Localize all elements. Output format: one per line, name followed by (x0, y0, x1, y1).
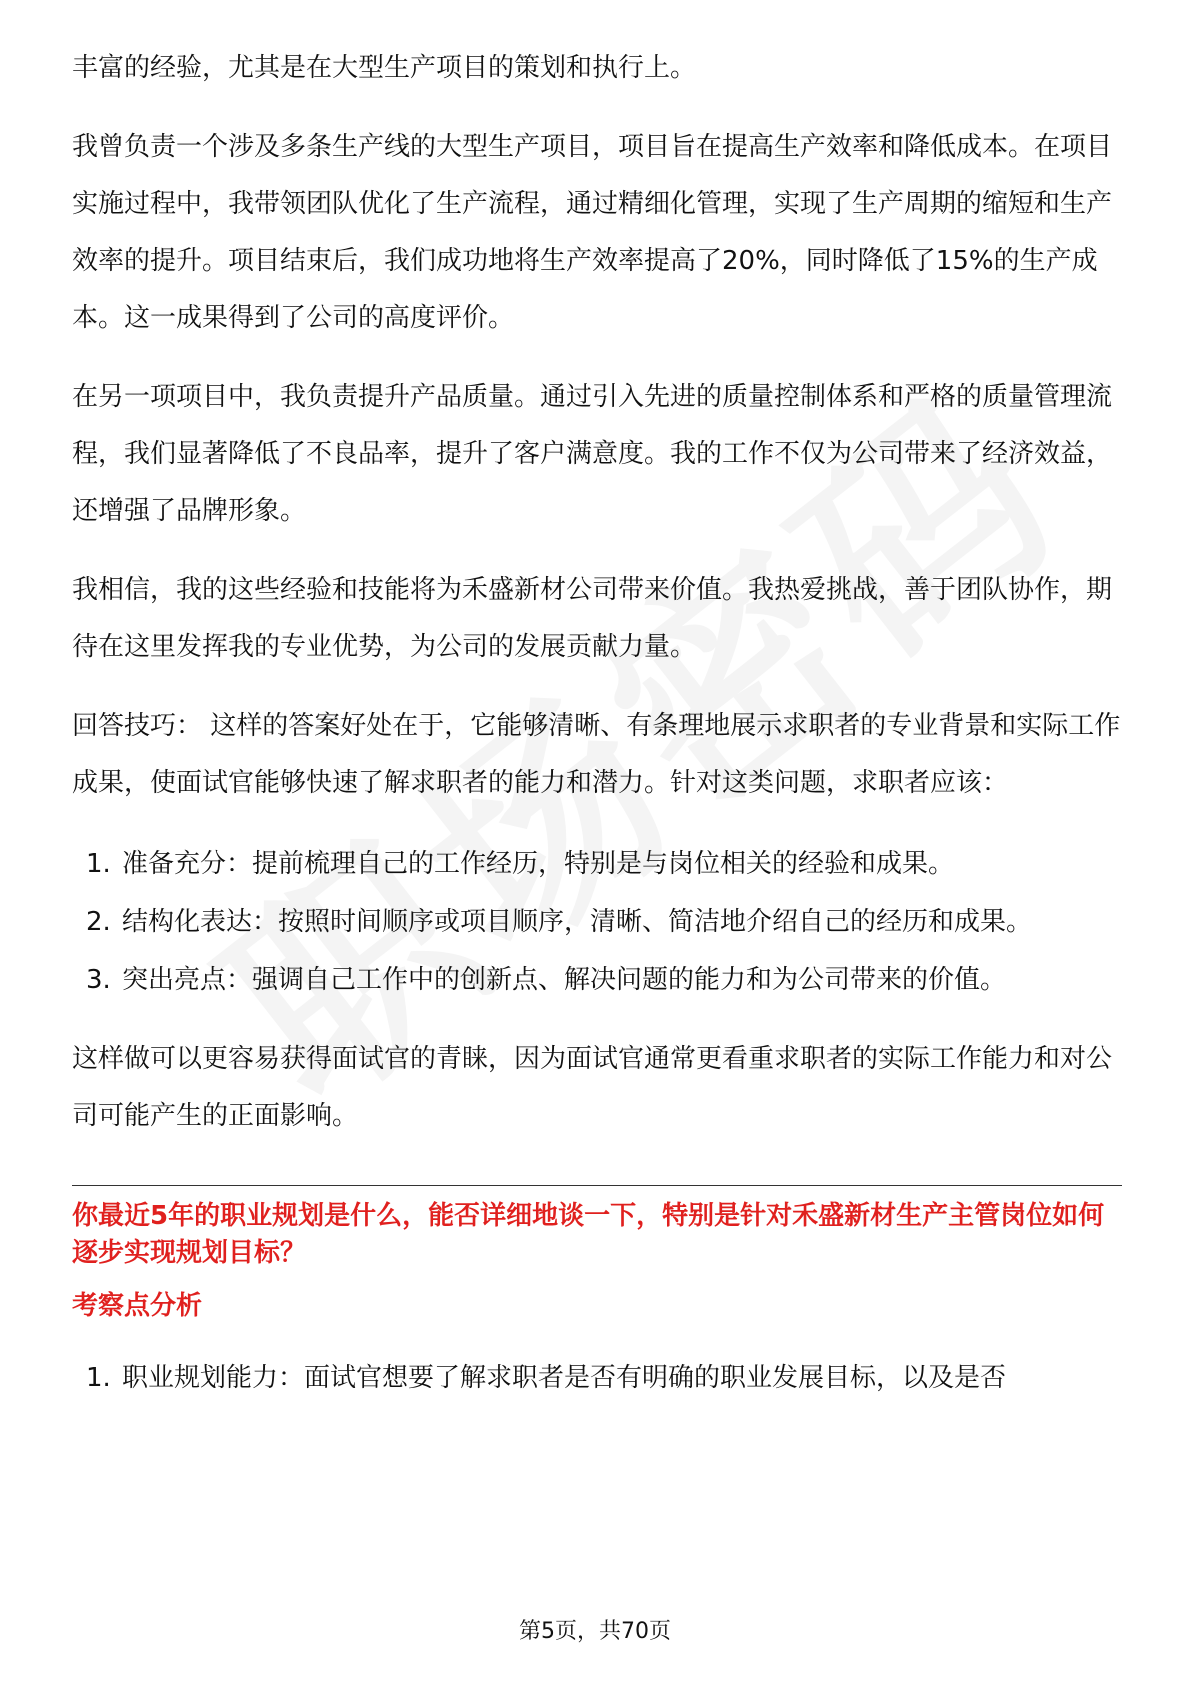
list-item-text: 突出亮点：强调自己工作中的创新点、解决问题的能力和为公司带来的价值。 (122, 965, 1007, 995)
list-number: 1. (86, 1363, 111, 1393)
interview-question: 你最近5年的职业规划是什么，能否详细地谈一下，特别是针对禾盛新材生产主管岗位如何逐步实现规划目标？ (72, 1201, 1105, 1268)
list-item-text: 职业规划能力：面试官想要了解求职者是否有明确的职业发展目标，以及是否 (122, 1363, 1007, 1393)
paragraph-closing: 这样做可以更容易获得面试官的青睐，因为面试官通常更看重求职者的实际工作能力和对公司可能产生的正面影响。 (72, 1044, 1113, 1131)
list-item (72, 952, 1122, 1009)
paragraph-project-quality: 在另一项项目中，我负责提升产品质量。通过引入先进的质量控制体系和严格的质量管理流程，我们显著降低了不良品率，提升了客户满意度。我的工作不仅为公司带来了经济效益，还增强了品牌形象。 (72, 382, 1113, 526)
document-page (72, 40, 1122, 1408)
tips-list (72, 836, 1122, 1009)
list-number: 3. (86, 965, 111, 995)
paragraph-answer-tips: 回答技巧： 这样的答案好处在于，它能够清晰、有条理地展示求职者的专业背景和实际工作成果，使面试官能够快速了解求职者的能力和潜力。针对这类问题，求职者应该： (72, 711, 1121, 798)
analysis-heading: 考察点分析 (72, 1291, 203, 1321)
list-item (72, 836, 1122, 893)
list-number: 2. (86, 907, 111, 937)
analysis-list (72, 1350, 1122, 1407)
list-item-text: 准备充分：提前梳理自己的工作经历，特别是与岗位相关的经验和成果。 (122, 849, 955, 879)
list-item-text: 结构化表达：按照时间顺序或项目顺序，清晰、简洁地介绍自己的经历和成果。 (122, 907, 1033, 937)
paragraph-experience-intro: 丰富的经验，尤其是在大型生产项目的策划和执行上。 (72, 53, 697, 83)
paragraph-value-statement: 我相信，我的这些经验和技能将为禾盛新材公司带来价值。我热爱挑战，善于团队协作，期待在这里发挥我的专业优势，为公司的发展贡献力量。 (72, 575, 1113, 662)
section-divider (72, 1185, 1122, 1186)
list-item (72, 1350, 1122, 1407)
page-footer: 第5页，共70页 (519, 1619, 671, 1644)
list-item (72, 894, 1122, 951)
list-number: 1. (86, 849, 111, 879)
paragraph-project-efficiency: 我曾负责一个涉及多条生产线的大型生产项目，项目旨在提高生产效率和降低成本。在项目实施过程中，我带领团队优化了生产流程，通过精细化管理，实现了生产周期的缩短和生产效率的提升。项目结束后，我们成功地将生产效率提高了20%，同时降低了15%的生产成本。这一成果得到了公司的高度评价。 (72, 132, 1113, 333)
